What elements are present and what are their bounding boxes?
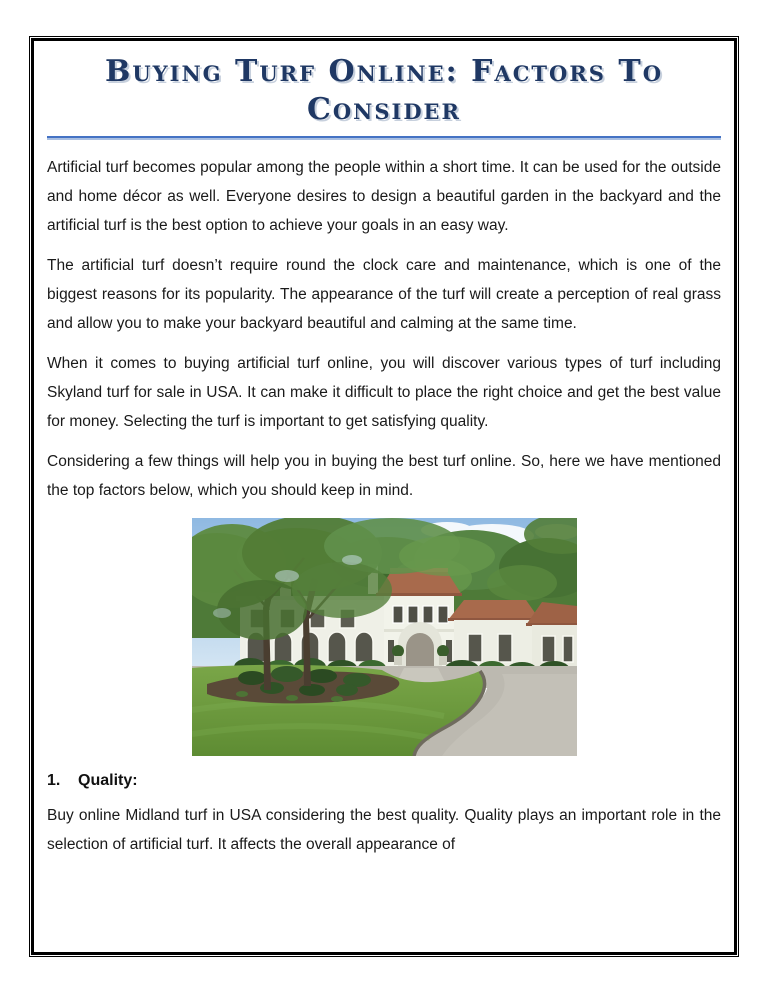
page-border [29, 36, 739, 957]
section-heading-quality [47, 772, 721, 790]
house-with-turf-lawn-photo [192, 518, 577, 756]
page-border-inner [31, 38, 737, 955]
paragraph-maintenance: The artificial turf doesn’t require round the clock care and maintenance, which is one of the biggest reasons for its popularity. The appearance of the turf will create a perception of real grass and allow you to make your backyard beautiful and calming at the same time. [47, 257, 721, 332]
paragraph-factors: Considering a few things will help you in buying the best turf online. So, here we have mentioned the top factors below, which you should keep in mind. [47, 453, 721, 499]
section-number: 1. [47, 772, 61, 789]
section-title: Quality: [78, 772, 138, 789]
document-content [34, 41, 734, 859]
house-photo-illustration [192, 518, 577, 756]
page-title: Buying Turf Online: Factors To Consider [104, 54, 664, 127]
paragraph-intro: Artificial turf becomes popular among the people within a short time. It can be used for the outside and home décor as well. Everyone desires to design a beautiful garden in the backyard and the artificial turf is the best option to achieve your goals in an easy way. [47, 159, 721, 234]
paragraph-buying-online: When it comes to buying artificial turf online, you will discover various types of turf including Skyland turf for sale in USA. It can make it difficult to place the right choice and get the best value for money. Selecting the turf is important to get satisfying quality. [47, 355, 721, 430]
paragraph-quality: Buy online Midland turf in USA considering the best quality. Quality plays an important role in the selection of artificial turf. It affects the overall appearance of [47, 807, 721, 853]
title-divider [47, 136, 721, 138]
